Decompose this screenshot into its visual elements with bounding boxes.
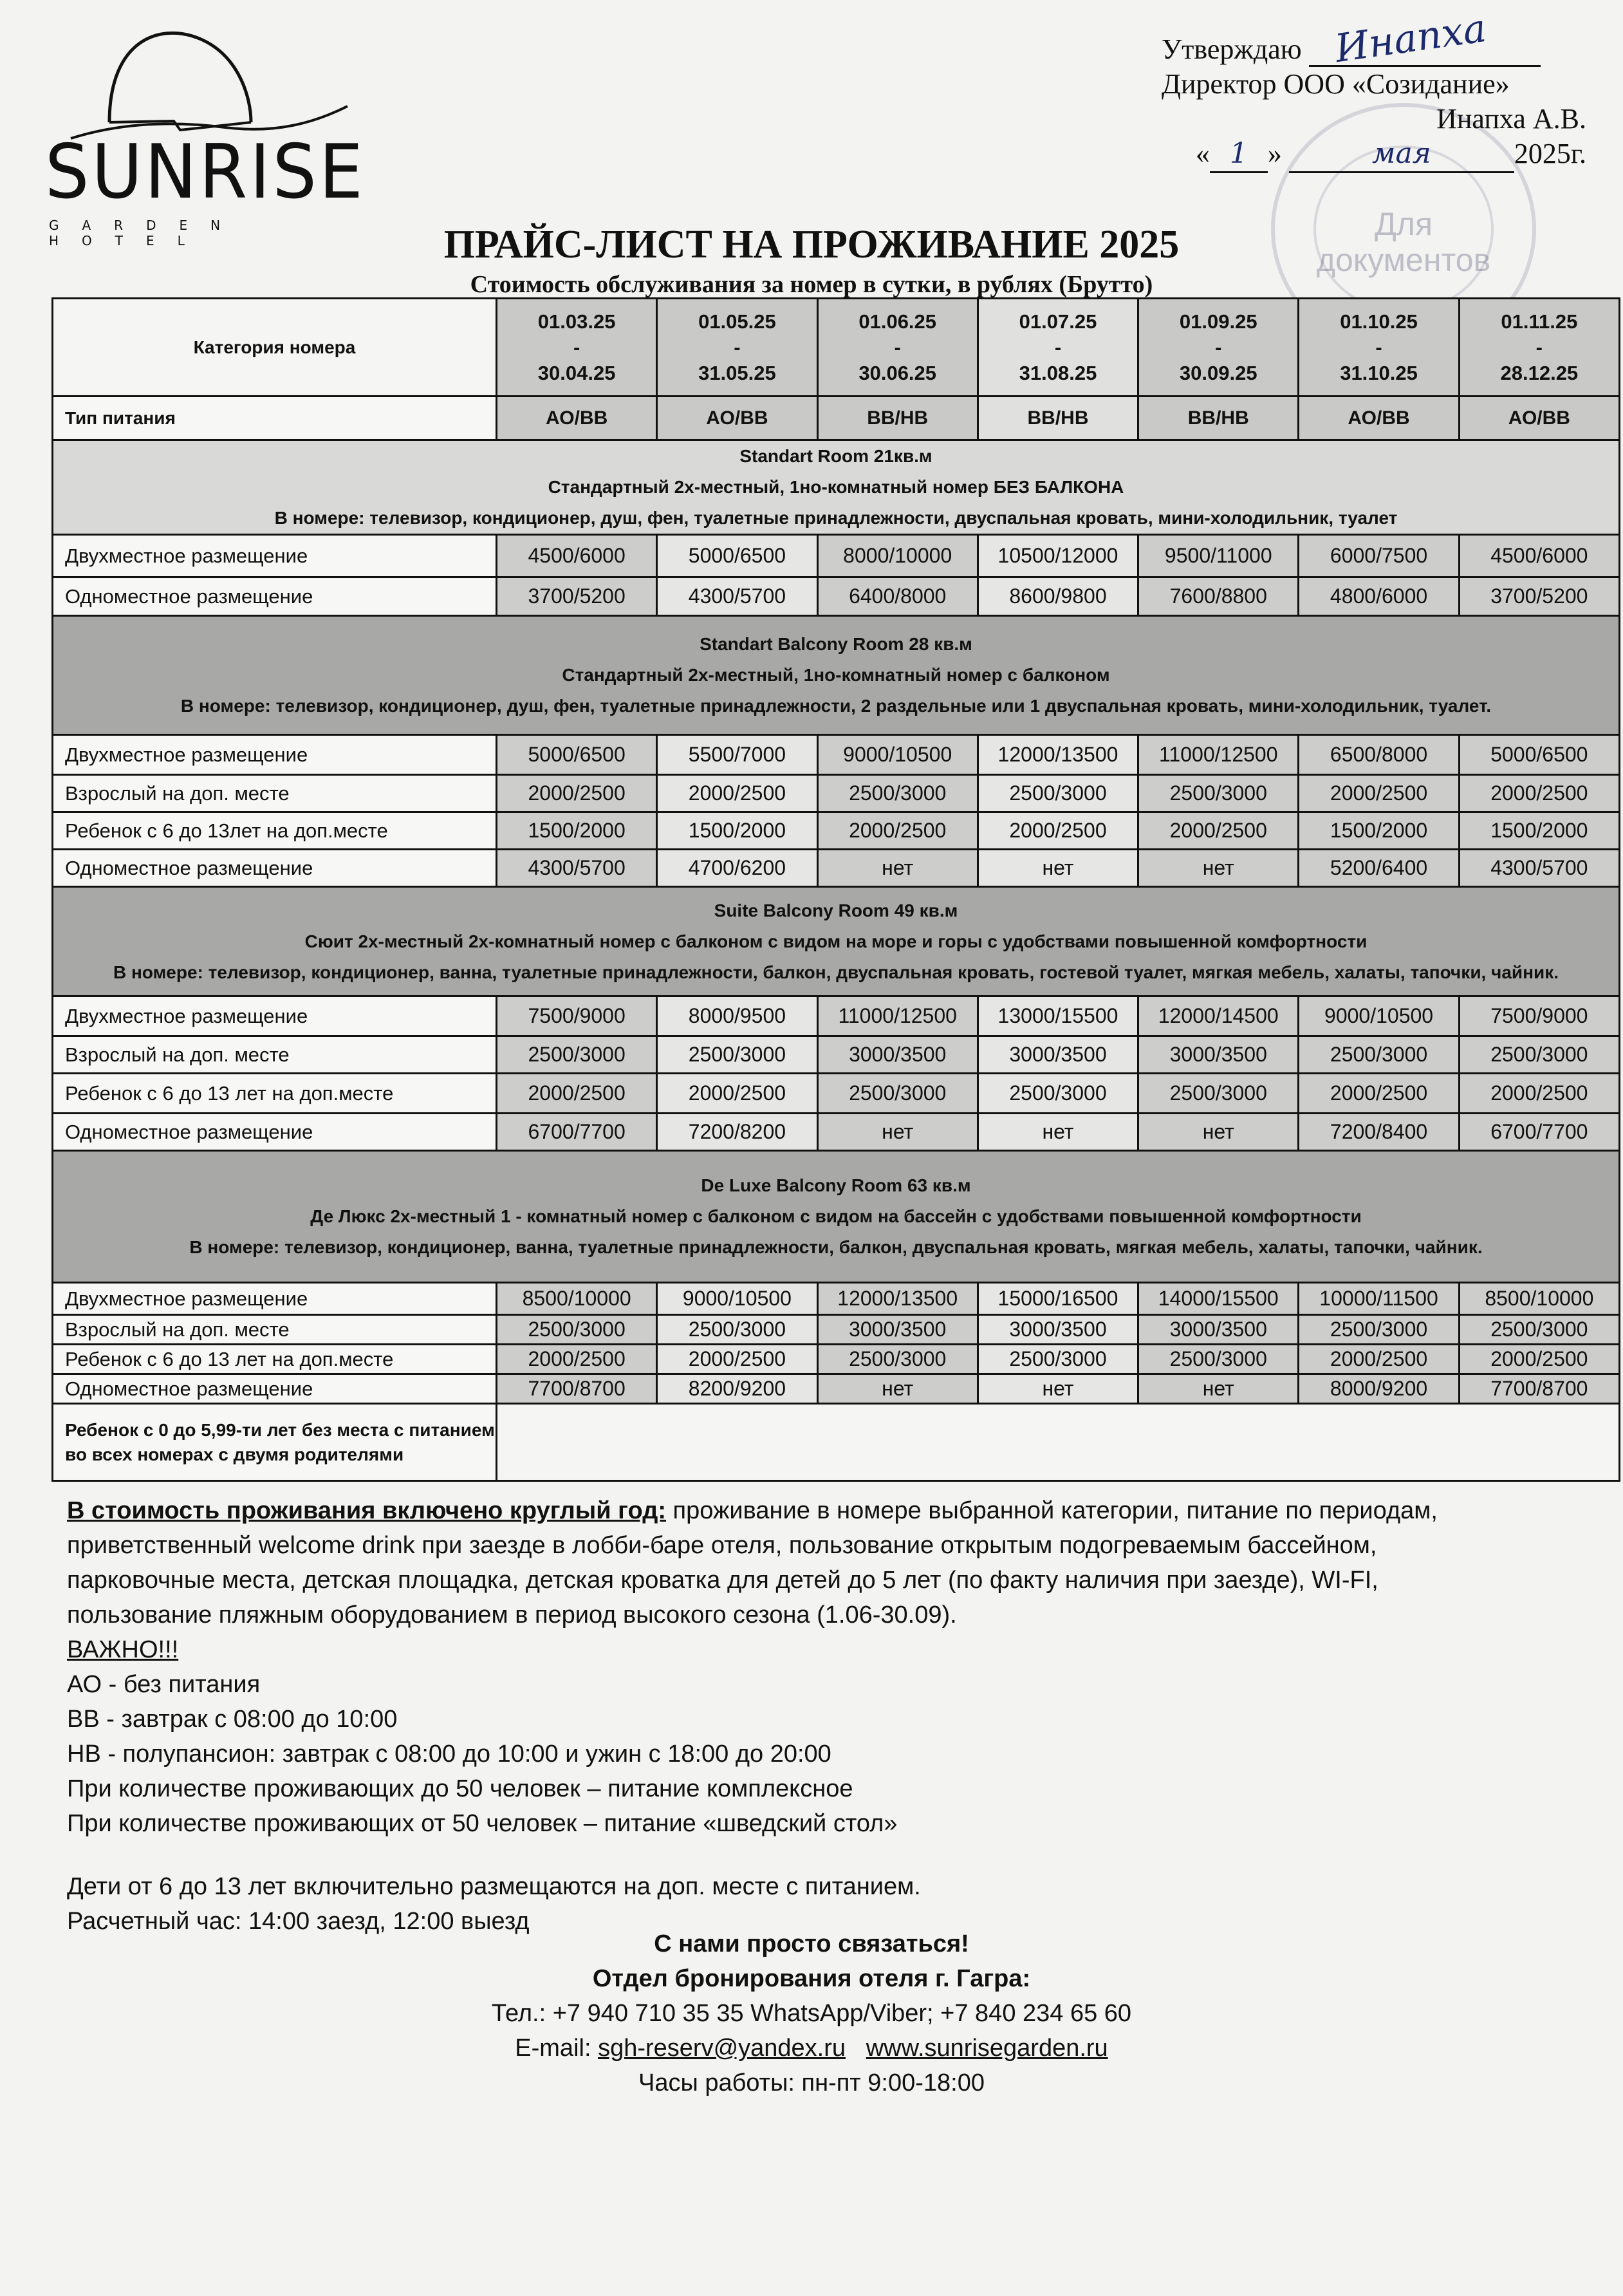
period-to: 31.10.25 bbox=[1340, 361, 1418, 384]
infant-label: Ребенок с 0 до 5,99-ти лет без места с питанием во всех номерах с двумя родителями bbox=[53, 1404, 497, 1481]
table-row bbox=[53, 1315, 1620, 1345]
table-row bbox=[53, 1114, 1620, 1151]
price-cell: 2500/3000 bbox=[978, 1345, 1138, 1374]
table-row bbox=[53, 1374, 1620, 1404]
price-cell: 2500/3000 bbox=[657, 1315, 817, 1345]
period-sep: - bbox=[894, 335, 901, 359]
meal-bb: ВВ - завтрак с 08:00 до 10:00 bbox=[67, 1706, 398, 1733]
price-cell: 12000/14500 bbox=[1138, 996, 1299, 1036]
price-cell: 8200/9200 bbox=[657, 1374, 817, 1404]
price-cell: 2000/2500 bbox=[1459, 775, 1619, 812]
period-from: 01.06.25 bbox=[858, 310, 937, 333]
approval-date bbox=[1162, 136, 1586, 173]
meal-type: ВВ/НВ bbox=[978, 397, 1138, 440]
price-cell: 2000/2500 bbox=[657, 1074, 817, 1114]
room-description: Стандартный 2х-местный, 1но-комнатный номер БЕЗ БАЛКОНА bbox=[548, 477, 1124, 497]
price-cell: 6700/7700 bbox=[1459, 1114, 1619, 1151]
meal-type: ВВ/НВ bbox=[817, 397, 978, 440]
price-cell: 4500/6000 bbox=[1459, 535, 1619, 577]
notes-section bbox=[67, 1493, 1586, 1939]
price-cell: нет bbox=[1138, 850, 1299, 887]
table-row bbox=[53, 996, 1620, 1036]
period-from: 01.09.25 bbox=[1179, 310, 1257, 333]
price-cell: 6500/8000 bbox=[1299, 735, 1459, 775]
price-cell: 5200/6400 bbox=[1299, 850, 1459, 887]
price-cell: 11000/12500 bbox=[1138, 735, 1299, 775]
price-cell: 9000/10500 bbox=[657, 1283, 817, 1315]
period-sep: - bbox=[1054, 335, 1062, 359]
price-table bbox=[51, 297, 1620, 1482]
room-section-header bbox=[53, 1151, 1620, 1283]
price-cell: 1500/2000 bbox=[657, 812, 817, 850]
room-name: Standart Room 21кв.м bbox=[739, 446, 932, 466]
price-cell: 2500/3000 bbox=[1138, 775, 1299, 812]
room-section-header bbox=[53, 887, 1620, 996]
meal-ao: АО - без питания bbox=[67, 1671, 261, 1698]
row-label: Ребенок с 6 до 13 лет на доп.месте bbox=[53, 1074, 497, 1114]
period-header bbox=[817, 299, 978, 397]
room-name: Standart Balcony Room 28 кв.м bbox=[700, 634, 972, 654]
room-description: Стандартный 2х-местный, 1но-комнатный номер с балконом bbox=[562, 665, 1110, 685]
price-cell: 2500/3000 bbox=[1138, 1074, 1299, 1114]
price-cell: 2000/2500 bbox=[1459, 1345, 1619, 1374]
page-title: ПРАЙС-ЛИСТ НА ПРОЖИВАНИЕ 2025 bbox=[443, 223, 1180, 266]
group-over-50: При количестве проживающих от 50 человек – питание «шведский стол» bbox=[67, 1810, 898, 1837]
price-cell: 7200/8200 bbox=[657, 1114, 817, 1151]
quote-open: « bbox=[1195, 138, 1210, 169]
price-cell: 8500/10000 bbox=[497, 1283, 657, 1315]
price-cell: 9500/11000 bbox=[1138, 535, 1299, 577]
price-cell: 8600/9800 bbox=[978, 577, 1138, 616]
price-cell: 13000/15500 bbox=[978, 996, 1138, 1036]
price-cell: 7500/9000 bbox=[1459, 996, 1619, 1036]
price-cell: нет bbox=[817, 1114, 978, 1151]
price-cell: 2000/2500 bbox=[1138, 812, 1299, 850]
header-meal: Тип питания bbox=[53, 397, 497, 440]
period-header bbox=[978, 299, 1138, 397]
price-cell: нет bbox=[817, 1374, 978, 1404]
period-header bbox=[1138, 299, 1299, 397]
price-cell: 3000/3500 bbox=[978, 1036, 1138, 1074]
price-cell: 14000/15500 bbox=[1138, 1283, 1299, 1315]
room-section bbox=[53, 440, 1620, 535]
infant-row bbox=[53, 1404, 1620, 1481]
table-row bbox=[53, 812, 1620, 850]
price-cell: 5000/6500 bbox=[1459, 735, 1619, 775]
price-cell: 2000/2500 bbox=[817, 812, 978, 850]
price-cell: 8000/9200 bbox=[1299, 1374, 1459, 1404]
price-cell: 7500/9000 bbox=[497, 996, 657, 1036]
price-cell: 3000/3500 bbox=[817, 1315, 978, 1345]
period-from: 01.11.25 bbox=[1501, 310, 1578, 333]
date-day: 1 bbox=[1210, 136, 1268, 173]
price-cell: 15000/16500 bbox=[978, 1283, 1138, 1315]
infant-price-empty bbox=[497, 1404, 1620, 1481]
room-section bbox=[53, 1151, 1620, 1283]
price-cell: 3000/3500 bbox=[1138, 1036, 1299, 1074]
price-cell: 12000/13500 bbox=[817, 1283, 978, 1315]
price-cell: 2500/3000 bbox=[497, 1315, 657, 1345]
room-amenities: В номере: телевизор, кондиционер, душ, фен, туалетные принадлежности, двуспальная кровать, мини-холодильник, туалет bbox=[274, 508, 1398, 528]
website-link[interactable]: www.sunrisegarden.ru bbox=[866, 2035, 1108, 2062]
price-cell: 4300/5700 bbox=[657, 577, 817, 616]
price-cell: 2500/3000 bbox=[817, 1345, 978, 1374]
price-cell: нет bbox=[1138, 1374, 1299, 1404]
room-section-header bbox=[53, 440, 1620, 535]
price-cell: 2000/2500 bbox=[978, 812, 1138, 850]
children-note: Дети от 6 до 13 лет включительно размещаются на доп. месте с питанием. bbox=[67, 1873, 921, 1900]
quote-close: » bbox=[1267, 138, 1282, 169]
meal-type-row bbox=[53, 397, 1620, 440]
price-cell: 4300/5700 bbox=[497, 850, 657, 887]
hotel-logo bbox=[45, 26, 405, 248]
email-link[interactable]: sgh-reserv@yandex.ru bbox=[598, 2035, 846, 2062]
price-cell: 6700/7700 bbox=[497, 1114, 657, 1151]
price-cell: 2500/3000 bbox=[1299, 1315, 1459, 1345]
room-amenities: В номере: телевизор, кондиционер, ванна, туалетные принадлежности, балкон, двуспальная кровать, гостевой туалет, мягкая мебель, халаты, тапочки, чайник. bbox=[113, 962, 1559, 982]
period-header bbox=[497, 299, 657, 397]
price-cell: 2500/3000 bbox=[1459, 1315, 1619, 1345]
row-label: Ребенок с 6 до 13 лет на доп.месте bbox=[53, 1345, 497, 1374]
header-row bbox=[53, 299, 1620, 397]
logo-subtitle: GARDEN HOTEL bbox=[49, 218, 244, 248]
period-header bbox=[657, 299, 817, 397]
price-cell: 2000/2500 bbox=[1299, 1345, 1459, 1374]
price-cell: 1500/2000 bbox=[497, 812, 657, 850]
row-label: Ребенок с 6 до 13лет на доп.месте bbox=[53, 812, 497, 850]
date-month: мая bbox=[1289, 136, 1514, 173]
included-heading: В стоимость проживания включено круглый год: bbox=[67, 1497, 666, 1524]
row-label: Двухместное размещение bbox=[53, 996, 497, 1036]
group-under-50: При количестве проживающих до 50 человек – питание комплексное bbox=[67, 1775, 853, 1802]
meal-type: АО/ВВ bbox=[497, 397, 657, 440]
price-cell: 1500/2000 bbox=[1459, 812, 1619, 850]
price-cell: 8500/10000 bbox=[1459, 1283, 1619, 1315]
included-line-4: пользование пляжным оборудованием в период высокого сезона (1.06-30.09). bbox=[67, 1601, 957, 1629]
period-header bbox=[1459, 299, 1619, 397]
meal-hb: НВ - полупансион: завтрак с 08:00 до 10:00 и ужин с 18:00 до 20:00 bbox=[67, 1741, 831, 1768]
price-cell: 2500/3000 bbox=[497, 1036, 657, 1074]
period-sep: - bbox=[734, 335, 741, 359]
price-cell: 7700/8700 bbox=[1459, 1374, 1619, 1404]
price-cell: 2500/3000 bbox=[1459, 1036, 1619, 1074]
price-cell: 2000/2500 bbox=[657, 775, 817, 812]
included-line-1 bbox=[67, 1493, 1586, 1528]
price-cell: 2000/2500 bbox=[1459, 1074, 1619, 1114]
price-cell: 4500/6000 bbox=[497, 535, 657, 577]
room-amenities: В номере: телевизор, кондиционер, душ, фен, туалетные принадлежности, 2 раздельные или 1 двуспальная кровать, мини-холодильник, туалет. bbox=[180, 696, 1492, 716]
price-cell: 11000/12500 bbox=[817, 996, 978, 1036]
row-label: Одноместное размещение bbox=[53, 577, 497, 616]
row-label: Одноместное размещение bbox=[53, 1374, 497, 1404]
price-cell: 6000/7500 bbox=[1299, 535, 1459, 577]
row-label: Двухместное размещение bbox=[53, 535, 497, 577]
room-section bbox=[53, 616, 1620, 735]
period-to: 28.12.25 bbox=[1500, 361, 1579, 384]
price-cell: 7600/8800 bbox=[1138, 577, 1299, 616]
price-cell: 2500/3000 bbox=[657, 1036, 817, 1074]
table-row bbox=[53, 535, 1620, 577]
row-label: Двухместное размещение bbox=[53, 1283, 497, 1315]
price-cell: 10000/11500 bbox=[1299, 1283, 1459, 1315]
price-cell: 2000/2500 bbox=[497, 775, 657, 812]
approve-line bbox=[1162, 5, 1586, 72]
price-cell: 6400/8000 bbox=[817, 577, 978, 616]
period-to: 30.04.25 bbox=[537, 361, 616, 384]
table-row bbox=[53, 735, 1620, 775]
price-cell: 7700/8700 bbox=[497, 1374, 657, 1404]
price-cell: 2000/2500 bbox=[1299, 775, 1459, 812]
period-from: 01.03.25 bbox=[537, 310, 616, 333]
row-label: Взрослый на доп. месте bbox=[53, 1036, 497, 1074]
price-cell: 3000/3500 bbox=[1138, 1315, 1299, 1345]
price-cell: 2500/3000 bbox=[1299, 1036, 1459, 1074]
price-cell: 4300/5700 bbox=[1459, 850, 1619, 887]
row-label: Одноместное размещение bbox=[53, 850, 497, 887]
period-from: 01.07.25 bbox=[1019, 310, 1097, 333]
logo-brand: SUNRISE bbox=[45, 129, 366, 216]
period-sep: - bbox=[573, 335, 580, 359]
meal-type: АО/ВВ bbox=[1299, 397, 1459, 440]
table-row bbox=[53, 577, 1620, 616]
meal-type: АО/ВВ bbox=[657, 397, 817, 440]
price-cell: нет bbox=[978, 1114, 1138, 1151]
price-cell: 2500/3000 bbox=[1138, 1345, 1299, 1374]
price-cell: 3000/3500 bbox=[817, 1036, 978, 1074]
period-sep: - bbox=[1535, 335, 1543, 359]
contacts-section bbox=[0, 1927, 1623, 2100]
period-header bbox=[1299, 299, 1459, 397]
included-line-3: парковочные места, детская площадка, детская кроватка для детей до 5 лет (по факту наличия при заезде), WI-FI, bbox=[67, 1567, 1378, 1594]
room-description: Сюит 2х-местный 2х-комнатный номер с балконом с видом на море и горы с удобствами повышенной комфортности bbox=[304, 931, 1368, 951]
price-cell: 2000/2500 bbox=[497, 1345, 657, 1374]
room-name: De Luxe Balcony Room 63 кв.м bbox=[701, 1175, 971, 1195]
director-position: Директор ООО «Созидание» bbox=[1162, 68, 1510, 100]
page-subtitle: Стоимость обслуживания за номер в сутки, в рублях (Брутто) bbox=[470, 271, 1153, 298]
price-cell: 2000/2500 bbox=[1299, 1074, 1459, 1114]
price-cell: 4800/6000 bbox=[1299, 577, 1459, 616]
period-sep: - bbox=[1375, 335, 1382, 359]
price-cell: 3700/5200 bbox=[497, 577, 657, 616]
meal-type: АО/ВВ bbox=[1459, 397, 1619, 440]
header-category: Категория номера bbox=[53, 299, 497, 397]
price-cell: 2000/2500 bbox=[657, 1345, 817, 1374]
table-row bbox=[53, 1074, 1620, 1114]
period-from: 01.05.25 bbox=[698, 310, 776, 333]
price-cell: 8000/10000 bbox=[817, 535, 978, 577]
room-section bbox=[53, 887, 1620, 996]
row-label: Взрослый на доп. месте bbox=[53, 1315, 497, 1345]
approve-label: Утверждаю bbox=[1162, 33, 1302, 65]
table-row bbox=[53, 850, 1620, 887]
table-row bbox=[53, 1345, 1620, 1374]
price-cell: 1500/2000 bbox=[1299, 812, 1459, 850]
table-row bbox=[53, 1036, 1620, 1074]
period-to: 31.05.25 bbox=[698, 361, 776, 384]
price-cell: 10500/12000 bbox=[978, 535, 1138, 577]
room-section-header bbox=[53, 616, 1620, 735]
price-cell: 12000/13500 bbox=[978, 735, 1138, 775]
row-label: Одноместное размещение bbox=[53, 1114, 497, 1151]
stamp-text-1: Для bbox=[1374, 206, 1433, 242]
checkout-note: Расчетный час: 14:00 заезд, 12:00 выезд bbox=[67, 1908, 530, 1935]
period-from: 01.10.25 bbox=[1340, 310, 1418, 333]
price-cell: 5000/6500 bbox=[497, 735, 657, 775]
director-name: Инапха А.В. bbox=[1436, 103, 1586, 135]
price-cell: 9000/10500 bbox=[1299, 996, 1459, 1036]
price-cell: 2500/3000 bbox=[978, 775, 1138, 812]
period-to: 30.09.25 bbox=[1179, 361, 1257, 384]
price-cell: 3000/3500 bbox=[978, 1315, 1138, 1345]
price-cell: 9000/10500 bbox=[817, 735, 978, 775]
row-label: Двухместное размещение bbox=[53, 735, 497, 775]
table-row bbox=[53, 775, 1620, 812]
row-label: Взрослый на доп. месте bbox=[53, 775, 497, 812]
price-cell: 7200/8400 bbox=[1299, 1114, 1459, 1151]
signature: Инапха bbox=[1331, 5, 1489, 72]
price-cell: 8000/9500 bbox=[657, 996, 817, 1036]
email-label: E-mail: bbox=[515, 2035, 598, 2062]
price-cell: нет bbox=[978, 850, 1138, 887]
room-amenities: В номере: телевизор, кондиционер, ванна, туалетные принадлежности, балкон, двуспальная кровать, мягкая мебель, халаты, тапочки, чайник. bbox=[189, 1237, 1483, 1257]
sun-arc-icon bbox=[45, 26, 405, 142]
price-cell: 2500/3000 bbox=[978, 1074, 1138, 1114]
price-cell: 5000/6500 bbox=[657, 535, 817, 577]
stamp-text-2: документов bbox=[1316, 242, 1491, 278]
period-to: 30.06.25 bbox=[858, 361, 937, 384]
contacts-heading: С нами просто связаться! bbox=[654, 1930, 969, 1957]
phone-numbers: Тел.: +7 940 710 35 35 WhatsApp/Viber; +7 840 234 65 60 bbox=[491, 2000, 1132, 2027]
included-text-1: проживание в номере выбранной категории, питание по периодам, bbox=[665, 1497, 1438, 1524]
price-cell: нет bbox=[817, 850, 978, 887]
included-line-2: приветственный welcome drink при заезде в лобби-баре отеля, пользование открытым подогреваемым бассейном, bbox=[67, 1532, 1377, 1559]
price-cell: 5500/7000 bbox=[657, 735, 817, 775]
price-cell: 2000/2500 bbox=[497, 1074, 657, 1114]
booking-department: Отдел бронирования отеля г. Гагра: bbox=[592, 1965, 1031, 1992]
price-cell: 2500/3000 bbox=[817, 775, 978, 812]
price-cell: 3700/5200 bbox=[1459, 577, 1619, 616]
period-to: 31.08.25 bbox=[1019, 361, 1097, 384]
working-hours: Часы работы: пн-пт 9:00-18:00 bbox=[638, 2069, 985, 2096]
price-cell: нет bbox=[1138, 1114, 1299, 1151]
signature-line bbox=[1309, 5, 1541, 72]
important-heading: ВАЖНО!!! bbox=[67, 1636, 179, 1663]
price-cell: нет bbox=[978, 1374, 1138, 1404]
date-year: 2025г. bbox=[1514, 138, 1586, 169]
period-sep: - bbox=[1215, 335, 1222, 359]
price-cell: 2500/3000 bbox=[817, 1074, 978, 1114]
price-cell: 4700/6200 bbox=[657, 850, 817, 887]
meal-type: ВВ/НВ bbox=[1138, 397, 1299, 440]
approval-block bbox=[1162, 5, 1586, 173]
email-line bbox=[0, 2031, 1623, 2066]
table-row bbox=[53, 1283, 1620, 1315]
room-name: Suite Balcony Room 49 кв.м bbox=[714, 900, 958, 920]
room-description: Де Люкс 2х-местный 1 - комнатный номер с балконом с видом на бассейн с удобствами повышенной комфортности bbox=[310, 1206, 1362, 1226]
